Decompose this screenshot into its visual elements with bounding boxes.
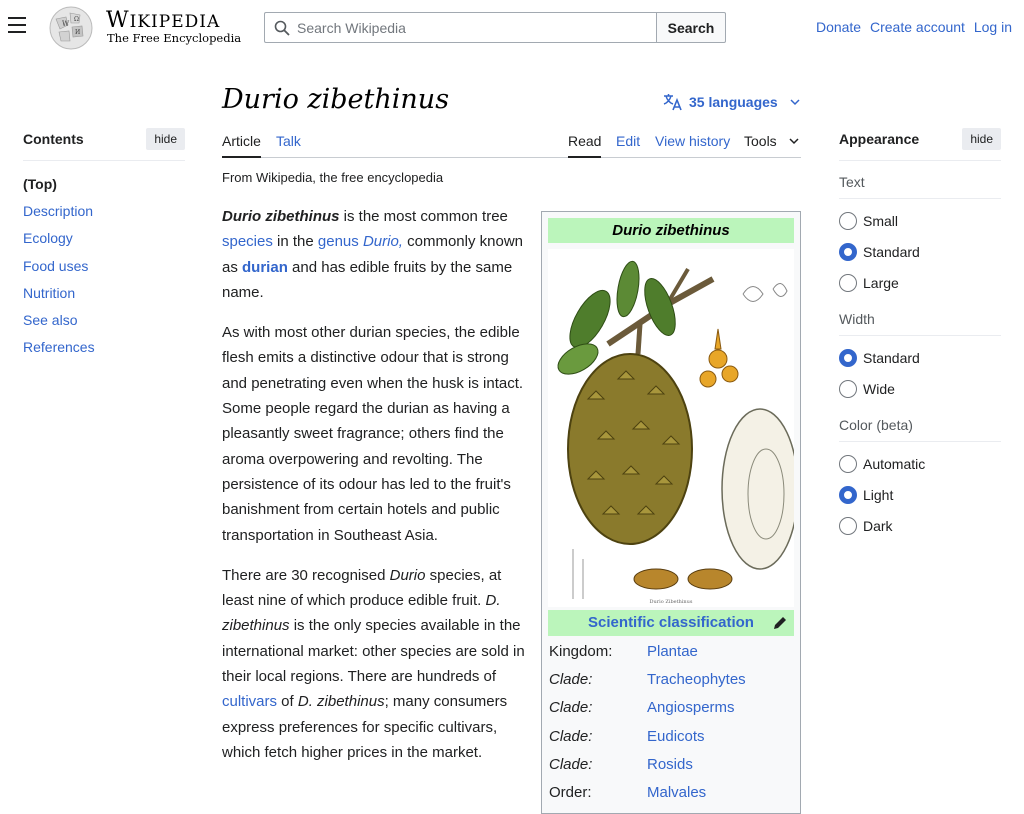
radio-width-standard[interactable] [839, 342, 1001, 373]
radio-label: Light [863, 486, 894, 503]
page-tabs [222, 123, 801, 158]
text-run: is the only species available in the international market: other species are sold in their local regions. There are hundreds of [222, 617, 525, 686]
text-size-label: Text [839, 174, 1001, 199]
toc-heading: Contents [23, 131, 84, 147]
toc-list [23, 171, 185, 361]
chevron-down-icon [790, 98, 800, 106]
site-sub: From Wikipedia, the free encyclopedia [222, 170, 444, 185]
radio-label: Dark [863, 517, 893, 534]
toc-item-top[interactable]: (Top) [23, 176, 57, 192]
durio-link[interactable]: Durio, [362, 233, 403, 251]
radio-selected-icon [839, 349, 857, 367]
tab-article[interactable]: Article [222, 133, 261, 158]
tools-label: Tools [744, 133, 777, 149]
appearance-heading: Appearance [839, 131, 920, 147]
durian-link[interactable]: durian [242, 258, 288, 276]
radio-label: Standard [863, 349, 920, 366]
color-label: Color (beta) [839, 417, 1001, 442]
search-field[interactable] [264, 12, 657, 43]
text-run: commonly known as [222, 233, 523, 276]
radio-label: Wide [863, 380, 895, 397]
table-row [549, 694, 795, 722]
infobox [541, 211, 801, 814]
radio-color-dark[interactable] [839, 510, 1001, 541]
wikipedia-globe-logo[interactable] [46, 5, 96, 51]
rank-label: Kingdom: [549, 643, 613, 660]
radio-color-light[interactable] [839, 479, 1001, 510]
text-run: species, at least nine of which produce edible fruit. [222, 566, 502, 610]
wordmark-rest: IKIPEDIA [129, 12, 221, 32]
radio-text-large[interactable] [839, 267, 1001, 298]
radio-icon [839, 380, 857, 398]
width-label: Width [839, 311, 1001, 336]
article-subject: Durio zibethinus [222, 208, 340, 225]
italic-run: D. zibethinus [297, 693, 385, 711]
search-button[interactable]: Search [656, 12, 726, 43]
paragraph-3 [222, 563, 527, 765]
taxon-link[interactable]: Eudicots [647, 727, 705, 745]
table-row [549, 723, 795, 751]
cultivars-link[interactable]: cultivars [222, 693, 278, 711]
appearance-hide-button[interactable]: hide [962, 128, 1001, 150]
site-header [0, 0, 1024, 56]
wordmark-initial: W [106, 8, 130, 33]
translate-icon [663, 93, 683, 111]
text-run: in the [272, 233, 318, 251]
svg-text:И: И [75, 29, 81, 36]
radio-text-standard[interactable] [839, 236, 1001, 267]
pencil-icon[interactable] [772, 615, 788, 631]
search-input[interactable] [297, 13, 652, 42]
tab-edit[interactable]: Edit [616, 133, 641, 149]
radio-selected-icon [839, 486, 857, 504]
radio-color-automatic[interactable] [839, 448, 1001, 479]
radio-text-small[interactable] [839, 205, 1001, 236]
radio-icon [839, 455, 857, 473]
scientific-classification-link[interactable]: Scientific classification [588, 614, 754, 631]
tagline: The Free Encyclopedia [107, 31, 242, 45]
scientific-classification-header [548, 610, 794, 636]
text-run: There are 30 recognised [222, 566, 390, 584]
table-row [549, 666, 795, 694]
toc-item-description[interactable]: Description [23, 203, 94, 220]
radio-width-wide[interactable] [839, 373, 1001, 404]
italic-run: D. zibethinus [222, 592, 501, 635]
article-body [222, 204, 527, 780]
tools-menu[interactable] [744, 133, 799, 149]
toc-item-nutrition[interactable]: Nutrition [23, 284, 76, 301]
taxon-link[interactable]: Plantae [647, 643, 698, 660]
tab-talk[interactable]: Talk [276, 133, 301, 149]
rank-label: Clade: [549, 699, 593, 717]
search-icon [274, 20, 290, 36]
toc-item-food-uses[interactable]: Food uses [23, 257, 89, 274]
page-title: Durio zibethinus [222, 84, 450, 115]
radio-label: Large [863, 274, 899, 291]
appearance-header [839, 128, 1001, 161]
main-menu-icon[interactable] [8, 17, 26, 33]
tab-view-history[interactable]: View history [655, 133, 731, 149]
genus-link[interactable]: genus [317, 233, 359, 251]
svg-text:W: W [62, 20, 70, 28]
rank-label: Clade: [549, 755, 593, 773]
infobox-title: Durio zibethinus [548, 218, 794, 243]
paragraph-2: As with most other durian species, the edible flesh emits a distinctive odour that is strong and penetrating even when the husk is intact. Some people regard the durian as having a pleasantly sweet fragrance; others find the aroma overpowering and revolting. The persistence of its odour has led to the fruit's banishment from certain hotels and public transportation in Southeast Asia. [222, 324, 524, 544]
radio-icon [839, 212, 857, 230]
table-row [549, 779, 795, 807]
taxon-link[interactable]: Rosids [647, 755, 693, 773]
durian-illustration[interactable] [548, 249, 794, 607]
text-run: of [277, 693, 298, 711]
toc-hide-button[interactable]: hide [146, 128, 185, 150]
radio-label: Standard [863, 243, 920, 260]
user-links [811, 19, 1012, 35]
illustration-caption: Durio Zibethinus [649, 599, 693, 605]
chevron-down-icon [789, 137, 799, 145]
rank-label: Order: [549, 783, 592, 801]
text-size-options [839, 205, 1001, 298]
tab-read[interactable]: Read [568, 133, 601, 158]
table-row [549, 751, 795, 779]
radio-icon [839, 517, 857, 535]
appearance-panel [839, 128, 1001, 541]
table-of-contents [23, 128, 185, 361]
log-in-link[interactable]: Log in [973, 19, 1012, 35]
donate-link[interactable]: Donate [815, 19, 862, 35]
table-row [549, 638, 795, 666]
rank-label: Clade: [549, 727, 593, 745]
taxon-link[interactable]: Malvales [647, 783, 707, 801]
toc-header [23, 128, 185, 161]
rank-label: Clade: [549, 671, 593, 689]
languages-button[interactable] [663, 93, 806, 111]
radio-label: Automatic [863, 455, 926, 472]
text-run: ; many consumers express preferences for specific cultivars, which fetch higher prices in the market. [222, 693, 508, 761]
italic-run: Durio [389, 566, 426, 584]
paragraph-1 [222, 204, 527, 305]
color-options [839, 448, 1001, 541]
width-options [839, 342, 1001, 404]
taxon-link[interactable]: Tracheophytes [647, 671, 746, 689]
radio-label: Small [863, 212, 899, 229]
toc-item-references[interactable]: References [23, 339, 95, 356]
species-link[interactable]: species [222, 233, 273, 251]
svg-text:Ω: Ω [74, 16, 79, 23]
toc-item-see-also[interactable]: See also [23, 311, 78, 328]
wikipedia-wordmark[interactable] [106, 8, 220, 33]
classification-table [549, 638, 795, 807]
create-account-link[interactable]: Create account [870, 19, 965, 35]
text-run: is the most common tree [339, 208, 508, 225]
taxon-link[interactable]: Angiosperms [647, 699, 735, 717]
languages-label: 35 languages [689, 94, 778, 110]
radio-selected-icon [839, 243, 857, 261]
text-run: and has edible fruits by the same name. [222, 258, 513, 301]
toc-item-ecology[interactable]: Ecology [23, 230, 73, 247]
radio-icon [839, 274, 857, 292]
